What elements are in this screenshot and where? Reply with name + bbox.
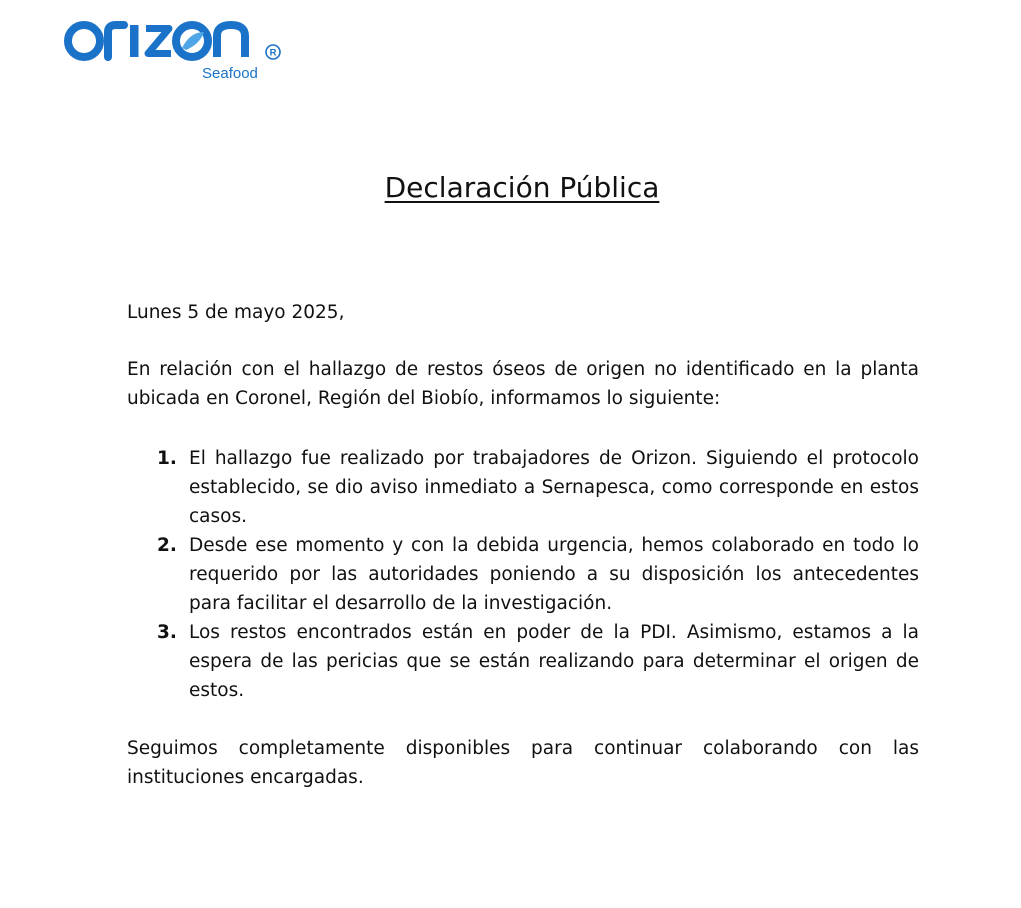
orizon-logo bbox=[62, 14, 287, 82]
list-item bbox=[127, 444, 919, 531]
intro-paragraph: En relación con el hallazgo de restos óseos de origen no identificado en la planta ubicada en Coronel, Región del Biobío, informamos lo siguiente: bbox=[127, 359, 919, 409]
closing-paragraph: Seguimos completamente disponibles para continuar colaborando con las instituciones encargadas. bbox=[127, 738, 919, 788]
list-item bbox=[127, 618, 919, 705]
logo-subtitle: Seafood bbox=[202, 65, 258, 82]
list-item-text: Los restos encontrados están en poder de la PDI. Asimismo, estamos a la espera de las pericias que se están realizando para determinar el origen de estos. bbox=[189, 622, 919, 701]
svg-text:R: R bbox=[269, 47, 277, 59]
list-item-text: El hallazgo fue realizado por trabajadores de Orizon. Siguiendo el protocolo establecido, se dio aviso inmediato a Sernapesca, como corresponde en estos casos. bbox=[189, 448, 919, 527]
page-title: Declaración Pública bbox=[384, 171, 660, 204]
statement-date: Lunes 5 de mayo 2025, bbox=[127, 302, 345, 323]
orizon-logo-graphic bbox=[62, 14, 287, 82]
list-item-number: 1. bbox=[157, 448, 177, 469]
list-item-number: 3. bbox=[157, 622, 177, 643]
list-item-text: Desde ese momento y con la debida urgencia, hemos colaborado en todo lo requerido por las autoridades poniendo a su disposición los antecedentes para facilitar el desarrollo de la investigación. bbox=[189, 535, 919, 614]
list-item bbox=[127, 531, 919, 618]
list-item-number: 2. bbox=[157, 535, 177, 556]
statement-list bbox=[127, 444, 919, 705]
